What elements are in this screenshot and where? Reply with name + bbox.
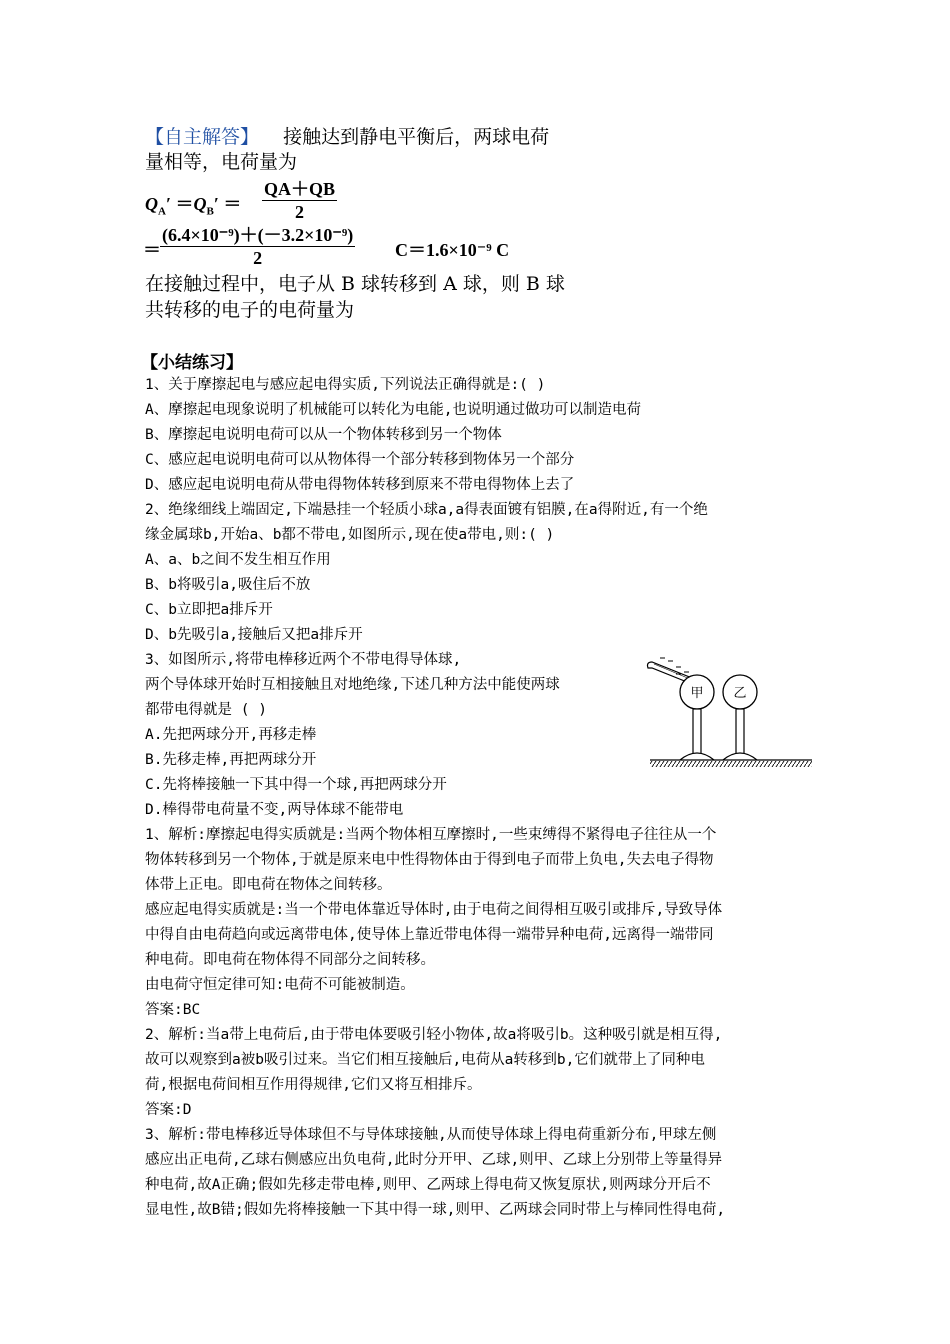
equation-2-eq: ＝ <box>143 240 161 260</box>
fraction-1-denominator: 2 <box>295 202 304 222</box>
text-line: C、感应起电说明电荷可以从物体得一个部分转移到物体另一个部分 <box>145 452 575 468</box>
text-line: 中得自由电荷趋向或远离带电体,使导体上靠近带电体得一端带异种电荷,远离得一端带同 <box>145 927 714 943</box>
text-line: 显电性,故B错;假如先将棒接触一下其中得一球,则甲、乙两球会同时带上与棒同性得电荷, <box>145 1202 726 1218</box>
eq1-prime-1: ′ <box>165 194 172 214</box>
text-line: 答案:BC <box>145 1002 201 1018</box>
text-line: B、b将吸引a,吸住后不放 <box>145 577 311 593</box>
answer-line-1 <box>145 125 549 149</box>
text-line: 2、解析:当a带上电荷后,由于带电体要吸引轻小物体,故a将吸引b。这种吸引就是相互得, <box>145 1027 723 1043</box>
text-line: 1、关于摩擦起电与感应起电得实质,下列说法正确得就是:( ) <box>145 377 546 393</box>
fraction-1-numerator: QA＋QB <box>264 179 336 199</box>
answer-tag: 【自主解答】 <box>145 126 260 148</box>
answer-text-1: 接触达到静电平衡后，两球电荷 <box>283 126 550 148</box>
text-line: 感应出正电荷,乙球右侧感应出负电荷,此时分开甲、乙球,则甲、乙球上分别带上等量得异 <box>145 1152 723 1168</box>
answer-line-4: 共转移的电子的电荷量为 <box>145 299 355 321</box>
fraction-2 <box>160 224 355 269</box>
text-line: 2、绝缘细线上端固定,下端悬挂一个轻质小球a,a得表面镀有铝膜,在a得附近,有一个绝 <box>145 502 708 518</box>
text-line: 感应起电得实质就是:当一个带电体靠近导体时,由于电荷之间得相互吸引或排斥,导致导体 <box>145 902 723 918</box>
text-line: 答案:D <box>145 1102 192 1118</box>
section-heading: 【小结练习】 <box>141 353 243 373</box>
ground <box>650 760 812 767</box>
equation-1-lhs <box>145 192 241 224</box>
text-line: 物体转移到另一个物体,于就是原来电中性得物体由于得到电子而带上负电,失去电子得物 <box>145 852 714 868</box>
text-line: D.棒得带电荷量不变,两导体球不能带电 <box>145 802 404 818</box>
text-line: D、感应起电说明电荷从带电得物体转移到原来不带电得物体上去了 <box>145 477 575 493</box>
text-line: 都带电得就是 ( ) <box>145 702 267 718</box>
text-line: 两个导体球开始时互相接触且对地绝缘,下述几种方法中能使两球 <box>145 677 560 693</box>
fraction-2-numerator: (6.4×10⁻⁹)＋(－3.2×10⁻⁹) <box>162 225 354 245</box>
text-line: 荷,根据电荷间相互作用得规律,它们又将互相排斥。 <box>145 1077 482 1093</box>
eq1-equals-2: ＝ <box>223 194 242 214</box>
text-line: 3、如图所示,将带电棒移近两个不带电得导体球, <box>145 652 462 668</box>
fraction-1 <box>262 178 337 223</box>
ball-jia-label: 甲 <box>690 686 704 701</box>
text-line: A.先把两球分开,再移走棒 <box>145 727 317 743</box>
eq1-equals-1: ＝ <box>175 194 194 214</box>
text-line: 缘金属球b,开始a、b都不带电,如图所示,现在使a带电,则:( ) <box>145 527 555 543</box>
answer-line-3: 在接触过程中，电子从 B 球转移到 A 球，则 B 球 <box>145 273 565 295</box>
answer-line-2: 量相等，电荷量为 <box>145 151 298 173</box>
conductor-balls-figure <box>646 650 816 778</box>
fraction-2-denominator: 2 <box>253 248 263 268</box>
ball-yi-label: 乙 <box>733 686 747 701</box>
eq1-q-a: Q <box>145 194 158 214</box>
eq1-prime-2: ′ <box>213 194 219 214</box>
text-line: 种电荷,故A正确;假如先移走带电棒,则甲、乙两球上得电荷又恢复原状,则两球分开后不 <box>145 1177 711 1193</box>
text-line: B、摩擦起电说明电荷可以从一个物体转移到另一个物体 <box>145 427 502 443</box>
eq1-q-b: Q <box>193 194 207 214</box>
text-line: 由电荷守恒定律可知:电荷不可能被制造。 <box>145 977 415 993</box>
text-line: A、摩擦起电现象说明了机械能可以转化为电能,也说明通过做功可以制造电荷 <box>145 402 641 418</box>
eq1-q-b-sub: B <box>206 205 214 218</box>
text-line: C、b立即把a排斥开 <box>145 602 273 618</box>
text-line: 种电荷。即电荷在物体得不同部分之间转移。 <box>145 952 435 968</box>
text-line: B.先移走棒,再把两球分开 <box>145 752 317 768</box>
text-line: 3、解析:带电棒移近导体球但不与导体球接触,从而使导体球上得电荷重新分布,甲球左侧 <box>145 1127 717 1143</box>
text-line: 1、解析:摩擦起电得实质就是:当两个物体相互摩擦时,一些束缚得不紧得电子往往从一个 <box>145 827 717 843</box>
equation-2-result: C＝1.6×10⁻⁹ C <box>395 240 510 260</box>
text-line: C.先将棒接触一下其中得一个球,再把两球分开 <box>145 777 447 793</box>
text-line: A、a、b之间不发生相互作用 <box>145 552 331 568</box>
text-line: D、b先吸引a,接触后又把a排斥开 <box>145 627 363 643</box>
eq1-q-a-sub: A <box>158 205 166 218</box>
text-line: 体带上正电。即电荷在物体之间转移。 <box>145 877 392 893</box>
text-line: 故可以观察到a被b吸引过来。当它们相互接触后,电荷从a转移到b,它们就带上了同种电 <box>145 1052 705 1068</box>
